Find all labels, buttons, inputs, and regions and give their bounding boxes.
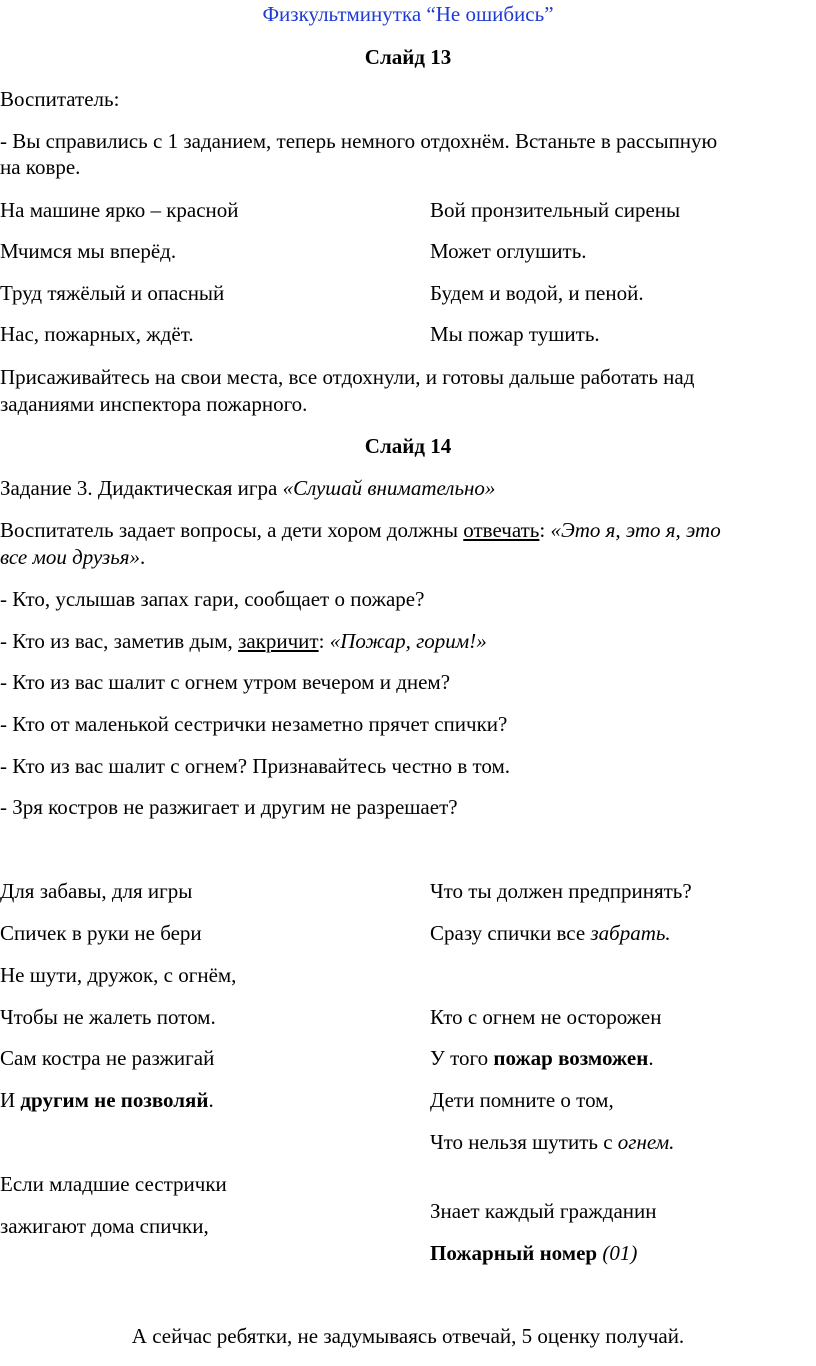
verse-right-2-prefix: Сразу спички все: [430, 921, 591, 945]
question-1: - Кто, услышав запах гари, сообщает о пожаре?: [0, 587, 425, 611]
verse-right-2: [430, 921, 671, 946]
question-2-underlined: закричит: [238, 629, 319, 653]
task-game-name: «Слушай внимательно»: [282, 476, 496, 500]
verse-right-2-italic: забрать.: [590, 921, 671, 945]
verse-left-4: Чтобы не жалеть потом.: [0, 1005, 216, 1029]
question-2: [0, 629, 487, 654]
verse-right-4-end: .: [648, 1046, 654, 1070]
poem-right-line-1: Вой пронзительный сирены: [430, 198, 681, 222]
slide-13-heading: Слайд 13: [364, 45, 452, 69]
verse-right-8: [430, 1241, 637, 1266]
verse-left-6-prefix: И: [0, 1088, 21, 1112]
verse-left-6-bold: другим не позволяй: [20, 1088, 209, 1112]
verse-left-6-end: .: [208, 1088, 214, 1112]
verse-left-6: [0, 1088, 214, 1113]
page-title: Физкультминутка “Не ошибись”: [262, 2, 554, 26]
speaker-label: Воспитатель:: [0, 87, 120, 111]
poem-right-line-3: Будем и водой, и пеной.: [430, 281, 644, 305]
verse-right-6: [430, 1130, 674, 1155]
verse-right-4-prefix: У того: [430, 1046, 494, 1070]
verse-right-1: Что ты должен предпринять?: [430, 879, 692, 903]
fire-number-label: Пожарный номер: [430, 1241, 603, 1265]
question-2-answer: «Пожар, горим!»: [329, 629, 487, 653]
question-5: - Кто из вас шалит с огнем? Признавайтесь честно в том.: [0, 754, 511, 778]
verse-left-3: Не шути, дружок, с огнём,: [0, 963, 237, 987]
question-2-colon: :: [318, 629, 330, 653]
intro-line-1: - Вы справились с 1 заданием, теперь немного отдохнём. Встаньте в рассыпную: [0, 129, 718, 153]
instruction-line-2: [0, 545, 145, 570]
closing-line: А сейчас ребятки, не задумываясь отвечай, 5 оценку получай.: [131, 1324, 685, 1348]
slide-14-heading: Слайд 14: [364, 434, 452, 458]
verse-right-4-bold: пожар возможен: [493, 1046, 649, 1070]
verse-right-5: Дети помните о том,: [430, 1088, 614, 1112]
verse-right-3: Кто с огнем не осторожен: [430, 1005, 662, 1029]
verse-left-5: Сам костра не разжигай: [0, 1046, 215, 1070]
poem-right-line-2: Может оглушить.: [430, 239, 587, 263]
verse-left-7: Если младшие сестрички: [0, 1172, 227, 1196]
verse-right-7: Знает каждый гражданин: [430, 1199, 657, 1223]
question-3: - Кто из вас шалит с огнем утром вечером и днем?: [0, 670, 451, 694]
outro-line-1: Присаживайтесь на свои места, все отдохнули, и готовы дальше работать над: [0, 365, 695, 389]
poem-right-line-4: Мы пожар тушить.: [430, 322, 600, 346]
instruction-underlined: отвечать: [463, 518, 540, 542]
question-4: - Кто от маленькой сестрички незаметно прячет спички?: [0, 712, 508, 736]
question-2-text: - Кто из вас, заметив дым,: [0, 629, 239, 653]
instruction-answer-2: все мои друзья»: [0, 545, 141, 569]
instruction-line-1: [0, 518, 721, 543]
poem-left-line-1: На машине ярко – красной: [0, 198, 239, 222]
verse-right-6-prefix: Что нельзя шутить с: [430, 1130, 618, 1154]
verse-left-1: Для забавы, для игры: [0, 879, 193, 903]
verse-right-6-italic: огнем.: [617, 1130, 675, 1154]
instruction-colon: :: [539, 518, 551, 542]
instruction-answer-1: «Это я, это я, это: [550, 518, 721, 542]
instruction-text: Воспитатель задает вопросы, а дети хором должны: [0, 518, 464, 542]
outro-line-2: заданиями инспектора пожарного.: [0, 392, 308, 416]
poem-left-line-2: Мчимся мы вперёд.: [0, 239, 177, 263]
poem-left-line-3: Труд тяжёлый и опасный: [0, 281, 225, 305]
intro-line-2: на ковре.: [0, 155, 81, 179]
fire-number-value: (01): [602, 1241, 638, 1265]
verse-left-8: зажигают дома спички,: [0, 1214, 209, 1238]
poem-left-line-4: Нас, пожарных, ждёт.: [0, 322, 194, 346]
question-6: - Зря костров не разжигает и другим не разрешает?: [0, 795, 458, 819]
task-prefix: Задание 3. Дидактическая игра: [0, 476, 283, 500]
task-line: [0, 476, 495, 501]
verse-right-4: [430, 1046, 654, 1071]
instruction-end: .: [140, 545, 146, 569]
verse-left-2: Спичек в руки не бери: [0, 921, 202, 945]
